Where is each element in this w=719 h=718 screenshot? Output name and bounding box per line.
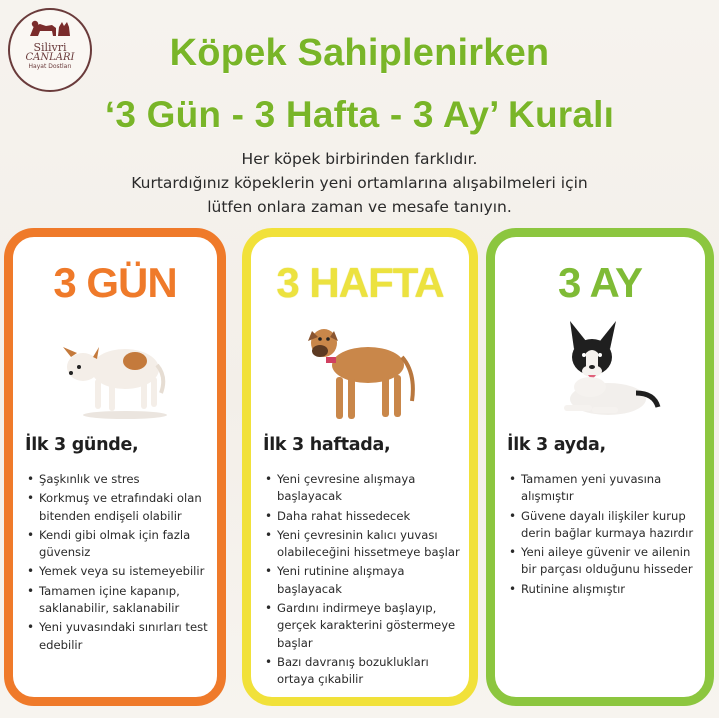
page-title-line1: Köpek Sahiplenirken: [169, 32, 550, 74]
logo-text-line3: Hayat Dostları: [28, 63, 72, 70]
list-item: • Yeni çevresinin kalıcı yuvası olabileceğini hissetmeye başlar: [277, 527, 465, 562]
card-list: [507, 471, 701, 600]
standing-dog-icon: [290, 317, 430, 427]
dog-image-standing: [251, 317, 469, 427]
list-item: • Güvene dayalı ilişkiler kurup derin bağlar kurmaya hazırdır: [521, 508, 701, 543]
card-list: [25, 471, 213, 656]
card-heading: İlk 3 haftada,: [263, 435, 391, 455]
card-heading: İlk 3 günde,: [25, 435, 139, 455]
list-item: • Tamamen içine kapanıp, saklanabilir, saklanabilir: [39, 583, 213, 618]
intro-line2: Kurtardığınız köpeklerin yeni ortamlarına alışabilmeleri için: [131, 174, 588, 192]
list-item: • Kendi gibi olmak için fazla güvensiz: [39, 527, 213, 562]
list-item: • Yeni rutinine alışmaya başlayacak: [277, 563, 465, 598]
card-title: 3 HAFTA: [276, 259, 444, 306]
card-list: [263, 471, 465, 691]
dog-image-happy: [495, 317, 705, 427]
list-item: • Bazı davranış bozuklukları ortaya çıkabilir: [277, 654, 465, 689]
list-item: • Korkmuş ve etrafındaki olan bitenden endişeli olabilir: [39, 490, 213, 525]
list-item: • Tamamen yeni yuvasına alışmıştır: [521, 471, 701, 506]
intro-text: [60, 147, 659, 219]
scared-dog-icon: [45, 317, 185, 427]
intro-line1: Her köpek birbirinden farklıdır.: [241, 150, 478, 168]
card-title: 3 GÜN: [53, 259, 177, 306]
dog-image-scared: [13, 317, 217, 427]
list-item: • Yemek veya su istemeyebilir: [39, 563, 213, 580]
list-item: • Şaşkınlık ve stres: [39, 471, 213, 488]
list-item: • Yeni yuvasındaki sınırları test edebilir: [39, 619, 213, 654]
card-3-ay: [486, 228, 714, 706]
list-item: • Daha rahat hissedecek: [277, 508, 465, 525]
intro-line3: lütfen onlara zaman ve mesafe tanıyın.: [207, 198, 512, 216]
card-3-gun: [4, 228, 226, 706]
list-item: • Yeni çevresine alışmaya başlayacak: [277, 471, 465, 506]
list-item: • Gardını indirmeye başlayıp, gerçek karakterini göstermeye başlar: [277, 600, 465, 652]
list-item: • Rutinine alışmıştır: [521, 581, 701, 598]
list-item: • Yeni aileye güvenir ve ailenin bir parçası olduğunu hisseder: [521, 544, 701, 579]
logo-text-line1: Silivri: [33, 41, 67, 54]
card-title: 3 AY: [558, 259, 642, 306]
card-3-hafta: [242, 228, 478, 706]
happy-dog-icon: [530, 317, 670, 427]
page-title-line2: ‘3 Gün - 3 Hafta - 3 Ay’ Kuralı: [104, 94, 615, 135]
card-heading: İlk 3 ayda,: [507, 435, 606, 455]
logo-text-line2: CANLARI: [25, 52, 75, 63]
